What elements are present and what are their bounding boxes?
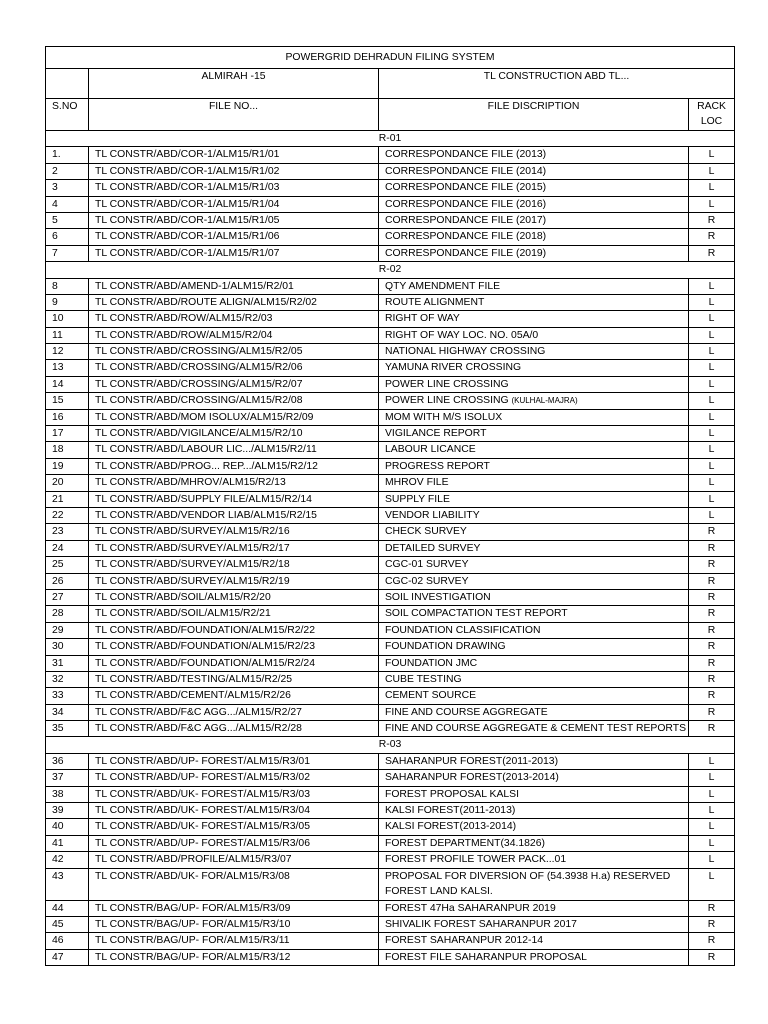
file-no-cell: TL CONSTR/ABD/SURVEY/ALM15/R2/17 xyxy=(89,540,379,556)
rack-loc-cell: R xyxy=(689,622,735,638)
file-no-cell: TL CONSTR/ABD/PROG... REP.../ALM15/R2/12 xyxy=(89,458,379,474)
table-row xyxy=(46,933,735,949)
rack-loc-cell: L xyxy=(689,507,735,523)
description-cell: LABOUR LICANCE xyxy=(379,442,689,458)
sno-cell: 13 xyxy=(46,360,89,376)
sno-cell: 11 xyxy=(46,327,89,343)
sno-cell: 43 xyxy=(46,868,89,900)
sno-cell: 15 xyxy=(46,393,89,409)
file-no-cell: TL CONSTR/ABD/VIGILANCE/ALM15/R2/10 xyxy=(89,426,379,442)
description-cell: RIGHT OF WAY LOC. NO. 05A/0 xyxy=(379,327,689,343)
file-no-cell: TL CONSTR/ABD/COR-1/ALM15/R1/03 xyxy=(89,180,379,196)
sno-cell: 12 xyxy=(46,344,89,360)
description-cell: VENDOR LIABILITY xyxy=(379,507,689,523)
description-cell xyxy=(379,393,689,409)
table-row xyxy=(46,819,735,835)
description-cell: CORRESPONDANCE FILE (2016) xyxy=(379,196,689,212)
section-label: R-02 xyxy=(46,262,735,278)
file-no-cell: TL CONSTR/ABD/MHROV/ALM15/R2/13 xyxy=(89,475,379,491)
rack-loc-cell: L xyxy=(689,803,735,819)
rack-loc-cell: R xyxy=(689,933,735,949)
file-no-cell: TL CONSTR/ABD/UP- FOREST/ALM15/R3/01 xyxy=(89,753,379,769)
sno-cell: 3 xyxy=(46,180,89,196)
rack-loc-cell: R xyxy=(689,540,735,556)
description-cell: FOREST PROPOSAL KALSI xyxy=(379,786,689,802)
table-row xyxy=(46,196,735,212)
rack-loc-cell: L xyxy=(689,475,735,491)
sno-cell: 8 xyxy=(46,278,89,294)
sno-cell: 46 xyxy=(46,933,89,949)
sno-cell: 44 xyxy=(46,900,89,916)
file-no-cell: TL CONSTR/ABD/F&C AGG.../ALM15/R2/28 xyxy=(89,721,379,737)
sno-cell: 10 xyxy=(46,311,89,327)
file-no-cell: TL CONSTR/ABD/UK- FOR/ALM15/R3/08 xyxy=(89,868,379,900)
rack-loc-cell: L xyxy=(689,196,735,212)
description-cell: KALSI FOREST(2011-2013) xyxy=(379,803,689,819)
sno-cell: 32 xyxy=(46,671,89,687)
file-no-cell: TL CONSTR/ABD/COR-1/ALM15/R1/05 xyxy=(89,212,379,228)
sno-cell: 17 xyxy=(46,426,89,442)
sno-cell: 29 xyxy=(46,622,89,638)
section-row xyxy=(46,131,735,147)
file-no-cell: TL CONSTR/ABD/UP- FOREST/ALM15/R3/02 xyxy=(89,770,379,786)
description-cell: SOIL COMPACTATION TEST REPORT xyxy=(379,606,689,622)
file-no-cell: TL CONSTR/ABD/SOIL/ALM15/R2/20 xyxy=(89,589,379,605)
rack-loc-cell: L xyxy=(689,327,735,343)
title-row xyxy=(46,47,735,69)
rack-loc-cell: L xyxy=(689,344,735,360)
header-file-no: FILE NO... xyxy=(89,99,379,131)
table-row xyxy=(46,376,735,392)
table-row xyxy=(46,688,735,704)
table-row xyxy=(46,835,735,851)
description-cell: CHECK SURVEY xyxy=(379,524,689,540)
file-no-cell: TL CONSTR/BAG/UP- FOR/ALM15/R3/11 xyxy=(89,933,379,949)
description-cell: CORRESPONDANCE FILE (2013) xyxy=(379,147,689,163)
table-row xyxy=(46,426,735,442)
description-cell: YAMUNA RIVER CROSSING xyxy=(379,360,689,376)
description-cell: MOM WITH M/S ISOLUX xyxy=(379,409,689,425)
description-cell: NATIONAL HIGHWAY CROSSING xyxy=(379,344,689,360)
table-row xyxy=(46,360,735,376)
rack-loc-cell: L xyxy=(689,458,735,474)
table-row xyxy=(46,803,735,819)
sno-cell: 45 xyxy=(46,916,89,932)
rack-loc-cell: L xyxy=(689,180,735,196)
description-cell: PROPOSAL FOR DIVERSION OF (54.3938 H.a) RESERVED FOREST LAND KALSI. xyxy=(379,868,689,900)
sno-cell: 16 xyxy=(46,409,89,425)
rack-loc-cell: R xyxy=(689,212,735,228)
description-text: POWER LINE CROSSING xyxy=(385,395,509,407)
rack-loc-cell: R xyxy=(689,639,735,655)
file-no-cell: TL CONSTR/ABD/SOIL/ALM15/R2/21 xyxy=(89,606,379,622)
file-no-cell: TL CONSTR/ABD/UP- FOREST/ALM15/R3/06 xyxy=(89,835,379,851)
description-note: (KULHAL-MAJRA) xyxy=(511,396,578,406)
rack-loc-cell: L xyxy=(689,835,735,851)
sno-cell: 2 xyxy=(46,163,89,179)
file-no-cell: TL CONSTR/ABD/F&C AGG.../ALM15/R2/27 xyxy=(89,704,379,720)
rack-loc-cell: R xyxy=(689,900,735,916)
file-no-cell: TL CONSTR/ABD/CEMENT/ALM15/R2/26 xyxy=(89,688,379,704)
rack-loc-cell: L xyxy=(689,311,735,327)
description-cell: SUPPLY FILE xyxy=(379,491,689,507)
sno-cell: 21 xyxy=(46,491,89,507)
header-sno: S.NO xyxy=(46,99,89,131)
file-no-cell: TL CONSTR/ABD/CROSSING/ALM15/R2/07 xyxy=(89,376,379,392)
table-row xyxy=(46,704,735,720)
description-cell: CUBE TESTING xyxy=(379,671,689,687)
section-label: R-03 xyxy=(46,737,735,753)
table-row xyxy=(46,606,735,622)
rack-loc-cell: R xyxy=(689,606,735,622)
file-no-cell: TL CONSTR/ABD/FOUNDATION/ALM15/R2/23 xyxy=(89,639,379,655)
document-title: POWERGRID DEHRADUN FILING SYSTEM xyxy=(46,47,735,69)
sno-cell: 22 xyxy=(46,507,89,523)
file-no-cell: TL CONSTR/ABD/CROSSING/ALM15/R2/08 xyxy=(89,393,379,409)
sno-cell: 34 xyxy=(46,704,89,720)
sno-cell: 4 xyxy=(46,196,89,212)
table-row xyxy=(46,770,735,786)
table-row xyxy=(46,573,735,589)
rack-loc-cell: L xyxy=(689,376,735,392)
sno-cell: 36 xyxy=(46,753,89,769)
file-no-cell: TL CONSTR/ABD/ROUTE ALIGN/ALM15/R2/02 xyxy=(89,294,379,310)
description-cell: SHIVALIK FOREST SAHARANPUR 2017 xyxy=(379,916,689,932)
description-cell: FOUNDATION JMC xyxy=(379,655,689,671)
sno-cell: 26 xyxy=(46,573,89,589)
table-row xyxy=(46,540,735,556)
description-cell: MHROV FILE xyxy=(379,475,689,491)
table-row xyxy=(46,344,735,360)
almirah-label: ALMIRAH -15 xyxy=(89,69,379,99)
description-cell: FOREST SAHARANPUR 2012-14 xyxy=(379,933,689,949)
sno-cell: 42 xyxy=(46,852,89,868)
file-no-cell: TL CONSTR/ABD/COR-1/ALM15/R1/07 xyxy=(89,245,379,261)
file-no-cell: TL CONSTR/ABD/SURVEY/ALM15/R2/16 xyxy=(89,524,379,540)
sno-cell: 39 xyxy=(46,803,89,819)
table-row xyxy=(46,949,735,965)
file-no-cell: TL CONSTR/ABD/FOUNDATION/ALM15/R2/24 xyxy=(89,655,379,671)
subheader-row xyxy=(46,69,735,99)
file-no-cell: TL CONSTR/ABD/SURVEY/ALM15/R2/18 xyxy=(89,557,379,573)
sno-cell: 5 xyxy=(46,212,89,228)
file-no-cell: TL CONSTR/ABD/SURVEY/ALM15/R2/19 xyxy=(89,573,379,589)
sno-cell: 30 xyxy=(46,639,89,655)
description-cell: FOUNDATION CLASSIFICATION xyxy=(379,622,689,638)
table-row xyxy=(46,442,735,458)
file-no-cell: TL CONSTR/ABD/CROSSING/ALM15/R2/05 xyxy=(89,344,379,360)
description-cell: CGC-02 SURVEY xyxy=(379,573,689,589)
file-no-cell: TL CONSTR/ABD/COR-1/ALM15/R1/06 xyxy=(89,229,379,245)
rack-loc-cell: R xyxy=(689,655,735,671)
sno-cell: 38 xyxy=(46,786,89,802)
rack-loc-cell: L xyxy=(689,360,735,376)
header-rack-loc: RACK LOC xyxy=(689,99,735,131)
file-no-cell: TL CONSTR/ABD/PROFILE/ALM15/R3/07 xyxy=(89,852,379,868)
table-row xyxy=(46,491,735,507)
rack-loc-cell: R xyxy=(689,573,735,589)
table-row xyxy=(46,622,735,638)
rack-loc-cell: R xyxy=(689,949,735,965)
section-label: R-01 xyxy=(46,131,735,147)
table-row xyxy=(46,507,735,523)
file-no-cell: TL CONSTR/ABD/VENDOR LIAB/ALM15/R2/15 xyxy=(89,507,379,523)
rack-loc-cell: L xyxy=(689,294,735,310)
file-no-cell: TL CONSTR/ABD/COR-1/ALM15/R1/04 xyxy=(89,196,379,212)
file-no-cell: TL CONSTR/ABD/UK- FOREST/ALM15/R3/04 xyxy=(89,803,379,819)
rack-loc-cell: L xyxy=(689,163,735,179)
sno-cell: 7 xyxy=(46,245,89,261)
table-row xyxy=(46,852,735,868)
table-row xyxy=(46,721,735,737)
description-cell: SAHARANPUR FOREST(2011-2013) xyxy=(379,753,689,769)
table-row xyxy=(46,294,735,310)
description-cell: FOREST DEPARTMENT(34.1826) xyxy=(379,835,689,851)
sno-cell: 27 xyxy=(46,589,89,605)
rack-loc-cell: R xyxy=(689,557,735,573)
rack-loc-cell: R xyxy=(689,671,735,687)
table-row xyxy=(46,245,735,261)
description-cell: DETAILED SURVEY xyxy=(379,540,689,556)
file-no-cell: TL CONSTR/ABD/CROSSING/ALM15/R2/06 xyxy=(89,360,379,376)
rack-loc-cell: R xyxy=(689,704,735,720)
description-cell: SAHARANPUR FOREST(2013-2014) xyxy=(379,770,689,786)
rack-loc-cell: R xyxy=(689,229,735,245)
description-cell: CEMENT SOURCE xyxy=(379,688,689,704)
table-row xyxy=(46,786,735,802)
table-row xyxy=(46,212,735,228)
file-no-cell: TL CONSTR/ABD/MOM ISOLUX/ALM15/R2/09 xyxy=(89,409,379,425)
rack-loc-cell: R xyxy=(689,245,735,261)
table-row xyxy=(46,655,735,671)
description-cell: PROGRESS REPORT xyxy=(379,458,689,474)
table-row xyxy=(46,409,735,425)
table-row xyxy=(46,900,735,916)
table-row xyxy=(46,868,735,900)
rack-loc-cell: R xyxy=(689,916,735,932)
description-cell: QTY AMENDMENT FILE xyxy=(379,278,689,294)
header-description: FILE DISCRIPTION xyxy=(379,99,689,131)
description-cell: CORRESPONDANCE FILE (2019) xyxy=(379,245,689,261)
description-cell: FOREST 47Ha SAHARANPUR 2019 xyxy=(379,900,689,916)
description-cell: POWER LINE CROSSING xyxy=(379,376,689,392)
file-no-cell: TL CONSTR/ABD/SUPPLY FILE/ALM15/R2/14 xyxy=(89,491,379,507)
rack-loc-cell: L xyxy=(689,491,735,507)
table-row xyxy=(46,524,735,540)
rack-loc-cell: L xyxy=(689,753,735,769)
rack-loc-cell: R xyxy=(689,524,735,540)
sno-cell: 28 xyxy=(46,606,89,622)
sno-cell: 1. xyxy=(46,147,89,163)
table-row xyxy=(46,278,735,294)
blank-cell xyxy=(46,69,89,99)
description-cell: FINE AND COURSE AGGREGATE xyxy=(379,704,689,720)
sno-cell: 9 xyxy=(46,294,89,310)
rack-loc-cell: L xyxy=(689,786,735,802)
description-cell: RIGHT OF WAY xyxy=(379,311,689,327)
file-no-cell: TL CONSTR/ABD/COR-1/ALM15/R1/02 xyxy=(89,163,379,179)
sno-cell: 41 xyxy=(46,835,89,851)
table-row xyxy=(46,916,735,932)
description-cell: KALSI FOREST(2013-2014) xyxy=(379,819,689,835)
description-cell: FOREST FILE SAHARANPUR PROPOSAL xyxy=(379,949,689,965)
table-row xyxy=(46,671,735,687)
rack-loc-cell: R xyxy=(689,688,735,704)
sno-cell: 24 xyxy=(46,540,89,556)
file-no-cell: TL CONSTR/ABD/FOUNDATION/ALM15/R2/22 xyxy=(89,622,379,638)
sno-cell: 31 xyxy=(46,655,89,671)
sno-cell: 25 xyxy=(46,557,89,573)
rack-loc-cell: L xyxy=(689,868,735,900)
table-row xyxy=(46,311,735,327)
file-no-cell: TL CONSTR/ABD/UK- FOREST/ALM15/R3/03 xyxy=(89,786,379,802)
description-cell: CORRESPONDANCE FILE (2018) xyxy=(379,229,689,245)
description-cell: CGC-01 SURVEY xyxy=(379,557,689,573)
table-row xyxy=(46,229,735,245)
description-cell: CORRESPONDANCE FILE (2017) xyxy=(379,212,689,228)
rack-loc-cell: L xyxy=(689,819,735,835)
rack-loc-cell: L xyxy=(689,442,735,458)
table-row xyxy=(46,458,735,474)
rack-loc-cell: L xyxy=(689,393,735,409)
sno-cell: 23 xyxy=(46,524,89,540)
filing-table xyxy=(45,46,735,966)
sno-cell: 47 xyxy=(46,949,89,965)
file-no-cell: TL CONSTR/ABD/UK- FOREST/ALM15/R3/05 xyxy=(89,819,379,835)
sno-cell: 33 xyxy=(46,688,89,704)
sno-cell: 18 xyxy=(46,442,89,458)
description-cell: SOIL INVESTIGATION xyxy=(379,589,689,605)
table-row xyxy=(46,147,735,163)
file-no-cell: TL CONSTR/ABD/AMEND-1/ALM15/R2/01 xyxy=(89,278,379,294)
sno-cell: 14 xyxy=(46,376,89,392)
rack-loc-cell: L xyxy=(689,147,735,163)
sno-cell: 37 xyxy=(46,770,89,786)
sno-cell: 35 xyxy=(46,721,89,737)
sno-cell: 40 xyxy=(46,819,89,835)
rack-loc-cell: R xyxy=(689,721,735,737)
subject-label: TL CONSTRUCTION ABD TL... xyxy=(379,69,735,99)
rack-loc-cell: L xyxy=(689,426,735,442)
file-no-cell: TL CONSTR/BAG/UP- FOR/ALM15/R3/09 xyxy=(89,900,379,916)
description-cell: FINE AND COURSE AGGREGATE & CEMENT TEST REPORTS xyxy=(379,721,689,737)
rack-loc-cell: R xyxy=(689,589,735,605)
file-no-cell: TL CONSTR/ABD/COR-1/ALM15/R1/01 xyxy=(89,147,379,163)
column-header-row xyxy=(46,99,735,131)
rack-loc-cell: L xyxy=(689,852,735,868)
table-row xyxy=(46,589,735,605)
table-row xyxy=(46,639,735,655)
table-row xyxy=(46,475,735,491)
rack-loc-cell: L xyxy=(689,770,735,786)
table-row xyxy=(46,753,735,769)
file-no-cell: TL CONSTR/ABD/ROW/ALM15/R2/04 xyxy=(89,327,379,343)
sno-cell: 6 xyxy=(46,229,89,245)
rack-loc-cell: L xyxy=(689,409,735,425)
sno-cell: 19 xyxy=(46,458,89,474)
description-cell: ROUTE ALIGNMENT xyxy=(379,294,689,310)
description-cell: VIGILANCE REPORT xyxy=(379,426,689,442)
table-row xyxy=(46,393,735,409)
sno-cell: 20 xyxy=(46,475,89,491)
section-row xyxy=(46,262,735,278)
file-no-cell: TL CONSTR/ABD/LABOUR LIC.../ALM15/R2/11 xyxy=(89,442,379,458)
table-row xyxy=(46,557,735,573)
table-row xyxy=(46,180,735,196)
description-cell: FOUNDATION DRAWING xyxy=(379,639,689,655)
description-cell: CORRESPONDANCE FILE (2014) xyxy=(379,163,689,179)
table-row xyxy=(46,163,735,179)
file-no-cell: TL CONSTR/BAG/UP- FOR/ALM15/R3/12 xyxy=(89,949,379,965)
file-no-cell: TL CONSTR/ABD/TESTING/ALM15/R2/25 xyxy=(89,671,379,687)
description-cell: FOREST PROFILE TOWER PACK...01 xyxy=(379,852,689,868)
section-row xyxy=(46,737,735,753)
file-no-cell: TL CONSTR/ABD/ROW/ALM15/R2/03 xyxy=(89,311,379,327)
file-no-cell: TL CONSTR/BAG/UP- FOR/ALM15/R3/10 xyxy=(89,916,379,932)
description-cell: CORRESPONDANCE FILE (2015) xyxy=(379,180,689,196)
rack-loc-cell: L xyxy=(689,278,735,294)
table-row xyxy=(46,327,735,343)
